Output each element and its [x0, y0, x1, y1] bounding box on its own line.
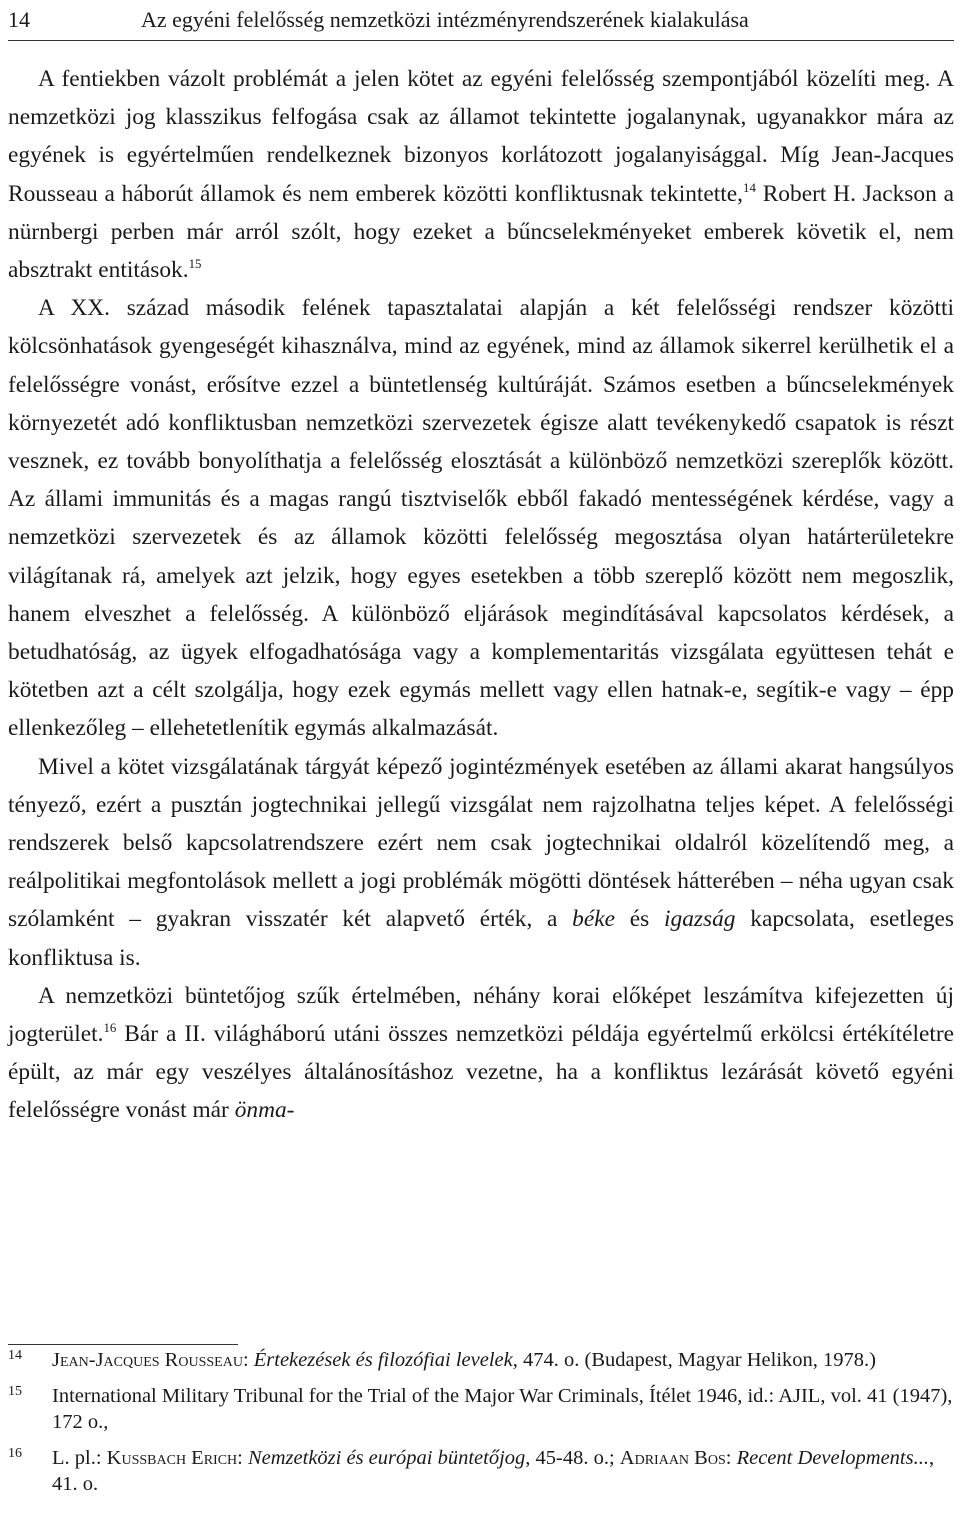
footnote-sep: : [725, 1447, 737, 1469]
footnote-sep: : [242, 1349, 254, 1371]
paragraph-3 [8, 748, 954, 977]
footnote-number: 15 [8, 1384, 22, 1399]
paragraph-1 [8, 60, 954, 289]
footnote-title: Nemzetközi és európai büntetőjog [247, 1447, 526, 1469]
footnote-15 [8, 1383, 954, 1435]
paragraph-4 [8, 977, 954, 1130]
p4-text-a: A nemzetközi büntetőjog szűk értelmében, néhány korai előképet leszámítva kifejezetten új jogterület. [8, 982, 954, 1048]
footnote-number: 14 [8, 1348, 22, 1363]
footnote-title: Recent Developments... [736, 1447, 929, 1469]
footnote-author: Kussbach Erich [106, 1447, 238, 1469]
p3-italic-beke: béke [572, 906, 616, 933]
footnote-title: Értekezések és filozófiai levelek [253, 1349, 513, 1371]
footnote-ref-14[interactable]: 14 [743, 180, 756, 195]
p3-italic-igazsag: igazság [664, 906, 736, 933]
footnote-number: 16 [8, 1446, 22, 1461]
footnote-separator [8, 1344, 238, 1345]
paragraph-2: A XX. század második felének tapasztalatai alapján a két felelősségi rendszer közötti kölcsönhatások gyengeségét kihasználva, mind az egyének, mind az államok sikerrel kerülhetik el a felelősségre vonást, erősítve ezzel a büntetlenség kultúráját. Számos esetben a bűncselekmények környezetét adó konfliktusban nemzetközi szervezetek égisze alatt tevékenykedő csapatok is részt vesznek, ez tovább bonyolíthatja a felelősség elosztását a különböző nemzetközi szereplők között. Az állami immunitás és a magas rangú tisztviselők ebből fakadó mentességének kérdése, vagy a nemzetközi szervezetek és az államok közötti felelősség megosztása olyan határterületekre világítanak rá, amelyek azt jelzik, hogy egyes esetekben a több szereplő között nem megoszlik, hanem elveszhet a felelősség. A különböző eljárások megindításával kapcsolatos kérdések, a betudhatóság, az ügyek elfogadhatósága vagy a komplementaritás vizsgálata együttesen tehát e kötetben azt a célt szolgálja, hogy ezek egymás mellett vagy ellen hatnak-e, segítik-e vagy – épp ellenkezőleg – ellehetetlenítik egymás alkalmazását. [8, 295, 954, 742]
p3-text-c: kapcsolata, esetleges konfliktusa is. [8, 906, 955, 971]
footnote-rest: , 474. o. (Budapest, Magyar Helikon, 1978.) [512, 1349, 876, 1371]
footnote-14 [8, 1347, 954, 1373]
page-header [8, 4, 954, 38]
footnote-rest: , 41. o. [52, 1447, 935, 1495]
footnotes [8, 1347, 954, 1507]
footnote-text: International Military Tribunal for the Trial of the Major War Criminals, Ítélet 1946, id.: AJIL, vol. 41 (1947), 172 o., [52, 1385, 953, 1433]
main-text [8, 60, 954, 1130]
p1-text-a: A fentiekben vázolt problémát a jelen kötet az egyéni felelősség szempontjából közelíti meg. A nemzetközi jog klasszikus felfogása csak az államot tekintette jogalanynak, ugyanakkor mára az egyének is egyértelműen rendelkeznek bizonyos korlátozott jogalanyisággal. Míg Jean-Jacques Rousseau a háborút államok és nem emberek közötti konfliktusnak tekintette, [8, 66, 954, 207]
p3-text-a: Mivel a kötet vizsgálatának tárgyát képező jogintézmények esetében az állami akarat hangsúlyos tényező, ezért a pusztán jogtechnikai jellegű vizsgálat nem rajzolhatna teljes képet. A felelősségi rendszerek belső kapcsolatrendszere ezért nem csak jogtechnikai oldalról közelítendő meg, a reálpolitikai megfontolások mellett a jogi problémák mögötti döntések hátterében – néha ugyan csak szólamként – gyakran visszatér két alapvető érték, a [8, 753, 954, 933]
p4-text-b: Bár a II. világháború utáni összes nemzetközi példája egyértelmű erkölcsi értékítéletre épült, az már egy veszélyes általánosításhoz vezetne, ha a konfliktus lezárását követő egyéni felelősségre vonást már [8, 1021, 954, 1124]
footnote-16 [8, 1445, 954, 1497]
footnote-author: Jean-Jacques Rousseau [52, 1349, 243, 1371]
header-rule [8, 40, 954, 41]
footnote-mid: , 45-48. o.; [525, 1447, 620, 1469]
p1-text-b: Robert H. Jackson a nürnbergi perben már arról szólt, hogy ezeket a bűncselekményeket emberek követik el, nem absztrakt entitások. [8, 180, 955, 284]
p4-italic-tail: önma- [234, 1097, 295, 1124]
page-number: 14 [8, 7, 30, 32]
footnote-prefix: L. pl.: [52, 1447, 107, 1469]
p3-text-b: és [615, 906, 665, 933]
footnote-ref-15[interactable]: 15 [188, 257, 202, 272]
running-title: Az egyéni felelősség nemzetközi intézményrendszerének kialakulása [141, 7, 749, 32]
footnote-ref-16[interactable]: 16 [103, 1021, 117, 1036]
footnote-author: Adriaan Bos [619, 1447, 726, 1469]
footnote-sep: : [237, 1447, 248, 1469]
